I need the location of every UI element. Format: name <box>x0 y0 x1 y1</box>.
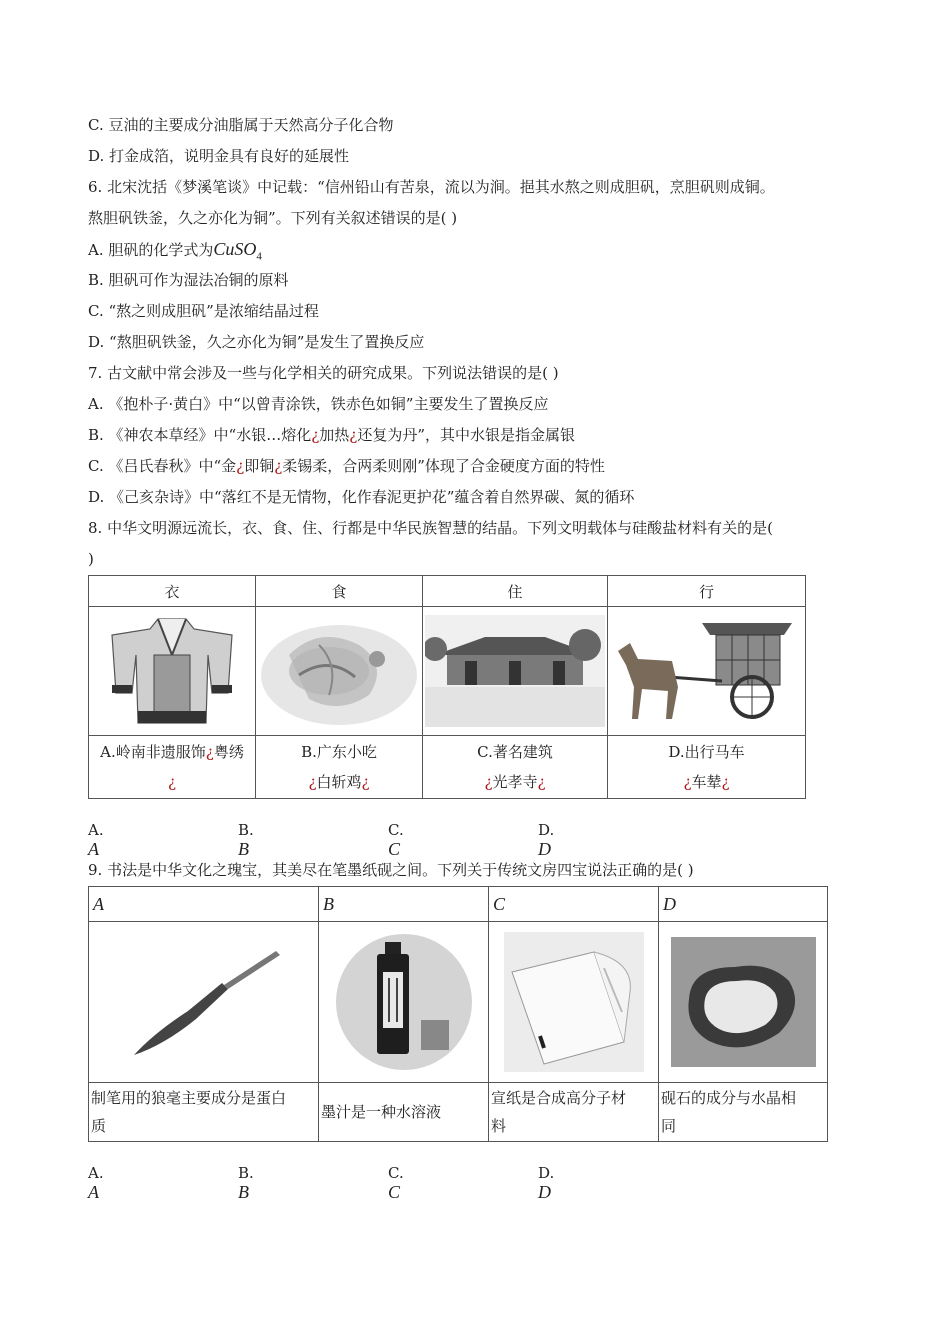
q7-b-part3: 还复为丹”，其中水银是指金属银 <box>357 426 576 444</box>
q6-option-d: D. “熬胆矾铁釜，久之亦化为铜”是发生了置换反应 <box>88 333 425 351</box>
inkstone-image <box>671 937 816 1067</box>
caption-text: 白斩鸡 <box>316 773 362 791</box>
chicken-dish-image <box>259 615 419 727</box>
marker: ¿ <box>205 743 214 761</box>
q8-header: 行 <box>608 576 806 607</box>
option-letter: A <box>88 838 99 859</box>
q9-caption-d <box>659 1083 828 1142</box>
q7-option-c <box>88 451 868 482</box>
q5-option-d: D. 打金成箔，说明金具有良好的延展性 <box>88 147 350 165</box>
q5-option-c: C. 豆油的主要成分油脂属于天然高分子化合物 <box>88 116 394 134</box>
q8-caption-d <box>608 736 806 799</box>
q9-image-cell <box>89 922 319 1083</box>
q9-header: C <box>489 887 659 922</box>
q9-header: D <box>659 887 828 922</box>
q8-image-cell <box>608 607 806 736</box>
q9-options <box>88 1163 868 1202</box>
q6-stem-line2: 熬胆矾铁釜，久之亦化为铜”。下列有关叙述错误的是( ) <box>88 209 458 227</box>
q7-option-d: D. 《己亥杂诗》中“落红不是无情物，化作春泥更护花”蕴含着自然界碳、氮的循环 <box>88 488 635 506</box>
q8-stem-line2: ) <box>88 550 94 568</box>
formula-subscript: 4 <box>256 250 262 263</box>
q9-image-cell <box>489 922 659 1083</box>
q6-option-a-text: A. 胆矾的化学式为 <box>88 241 214 259</box>
option-letter: C <box>388 838 401 859</box>
q8-caption-c <box>423 736 608 799</box>
exam-page <box>88 110 868 1202</box>
q8-option-b[interactable] <box>238 821 388 860</box>
q9-option-d[interactable] <box>538 1164 688 1203</box>
q9-caption-b <box>319 1083 489 1142</box>
chemical-formula <box>213 239 262 263</box>
robe-image <box>102 615 242 727</box>
q9-caption-a <box>89 1083 319 1142</box>
marker: ¿ <box>167 773 177 791</box>
caption-text: A.岭南非遗服饰 <box>100 743 206 761</box>
caption-text: 料 <box>491 1117 507 1135</box>
q8-image-cell <box>423 607 608 736</box>
marker: ¿ <box>349 426 358 444</box>
ink-bottle-image <box>329 932 479 1072</box>
q9-option-a[interactable] <box>88 1164 238 1203</box>
horse-carriage-image <box>612 615 802 727</box>
caption-text: 车辇 <box>691 773 722 791</box>
q9-option-c[interactable] <box>388 1164 538 1203</box>
q7-option-b <box>88 420 868 451</box>
paper-scroll-image <box>504 932 644 1072</box>
option-letter: C <box>388 1181 401 1202</box>
q7-stem: 7. 古文献中常会涉及一些与化学相关的研究成果。下列说法错误的是( ) <box>88 364 559 382</box>
q9-caption-c <box>489 1083 659 1142</box>
q8-header: 食 <box>256 576 423 607</box>
q7-c-part2: 即铜 <box>244 457 275 475</box>
q9-option-b[interactable] <box>238 1164 388 1203</box>
option-label: C. <box>388 820 404 839</box>
caption-text: 粤绣 <box>213 743 244 761</box>
marker: ¿ <box>484 773 493 791</box>
option-letter: D <box>538 838 551 859</box>
q8-stem-line1: 8. 中华文明源远流长，衣、食、住、行都是中华民族智慧的结晶。下列文明载体与硅酸盐材料有关的是( <box>88 519 773 537</box>
q9-table <box>88 886 828 1142</box>
q9-image-cell <box>319 922 489 1083</box>
q6-option-a <box>88 234 868 265</box>
caption-text: C.著名建筑 <box>477 743 553 761</box>
q8-header: 衣 <box>89 576 256 607</box>
q7-c-part3: 柔锡柔，合两柔则刚”体现了合金硬度方面的特性 <box>282 457 605 475</box>
q6-option-b: B. 胆矾可作为湿法冶铜的原料 <box>88 271 289 289</box>
q8-image-cell <box>256 607 423 736</box>
caption-text: 宣纸是合成高分子材 <box>491 1089 627 1107</box>
caption-text: B.广东小吃 <box>301 743 377 761</box>
option-label: B. <box>238 820 254 839</box>
q8-image-cell <box>89 607 256 736</box>
caption-text: 光孝寺 <box>492 773 538 791</box>
q8-header: 住 <box>423 576 608 607</box>
caption-text: 质 <box>91 1117 107 1135</box>
marker: ¿ <box>537 773 546 791</box>
option-label: A. <box>88 820 104 839</box>
marker: ¿ <box>236 457 245 475</box>
q6-option-c: C. “熬之则成胆矾”是浓缩结晶过程 <box>88 302 319 320</box>
option-label: C. <box>388 1163 404 1182</box>
option-letter: D <box>538 1181 551 1202</box>
option-label: D. <box>538 820 555 839</box>
marker: ¿ <box>721 773 730 791</box>
q8-option-d[interactable] <box>538 821 688 860</box>
marker: ¿ <box>308 773 317 791</box>
option-letter: B <box>238 1181 249 1202</box>
option-letter: B <box>238 838 249 859</box>
caption-text: D.出行马车 <box>668 743 745 761</box>
q7-c-part1: C. 《吕氏春秋》中“金 <box>88 457 237 475</box>
q8-caption-b <box>256 736 423 799</box>
marker: ¿ <box>361 773 370 791</box>
q7-b-part1: B. 《神农本草经》中“水银…熔化 <box>88 426 312 444</box>
q9-header: B <box>319 887 489 922</box>
caption-text: 制笔用的狼毫主要成分是蛋白 <box>91 1089 287 1107</box>
q8-caption-a <box>89 736 256 799</box>
option-label: B. <box>238 1163 254 1182</box>
caption-text: 同 <box>661 1117 677 1135</box>
marker: ¿ <box>683 773 692 791</box>
q7-b-part2: 加热 <box>319 426 350 444</box>
brush-image <box>104 937 304 1067</box>
q7-option-a: A. 《抱朴子·黄白》中“以曾青涂铁，铁赤色如铜”主要发生了置换反应 <box>88 395 549 413</box>
marker: ¿ <box>274 457 283 475</box>
marker: ¿ <box>311 426 320 444</box>
option-label: A. <box>88 1163 104 1182</box>
formula-main: CuSO <box>213 239 257 259</box>
q9-image-cell <box>659 922 828 1083</box>
q9-stem: 9. 书法是中华文化之瑰宝，其美尽在笔墨纸砚之间。下列关于传统文房四宝说法正确的是( ) <box>88 861 694 879</box>
q8-option-c[interactable] <box>388 821 538 860</box>
q8-table <box>88 575 806 799</box>
temple-image <box>425 615 605 727</box>
q8-option-a[interactable] <box>88 821 238 860</box>
q9-header: A <box>89 887 319 922</box>
caption-text: 砚石的成分与水晶相 <box>661 1089 797 1107</box>
q8-options <box>88 820 868 859</box>
option-label: D. <box>538 1163 555 1182</box>
q6-stem-line1: 6. 北宋沈括《梦溪笔谈》中记载：“信州铅山有苦泉，流以为涧。挹其水熬之则成胆矾，烹胆矾则成铜。 <box>88 178 775 196</box>
caption-text: 墨汁是一种水溶液 <box>321 1103 442 1121</box>
option-letter: A <box>88 1181 99 1202</box>
